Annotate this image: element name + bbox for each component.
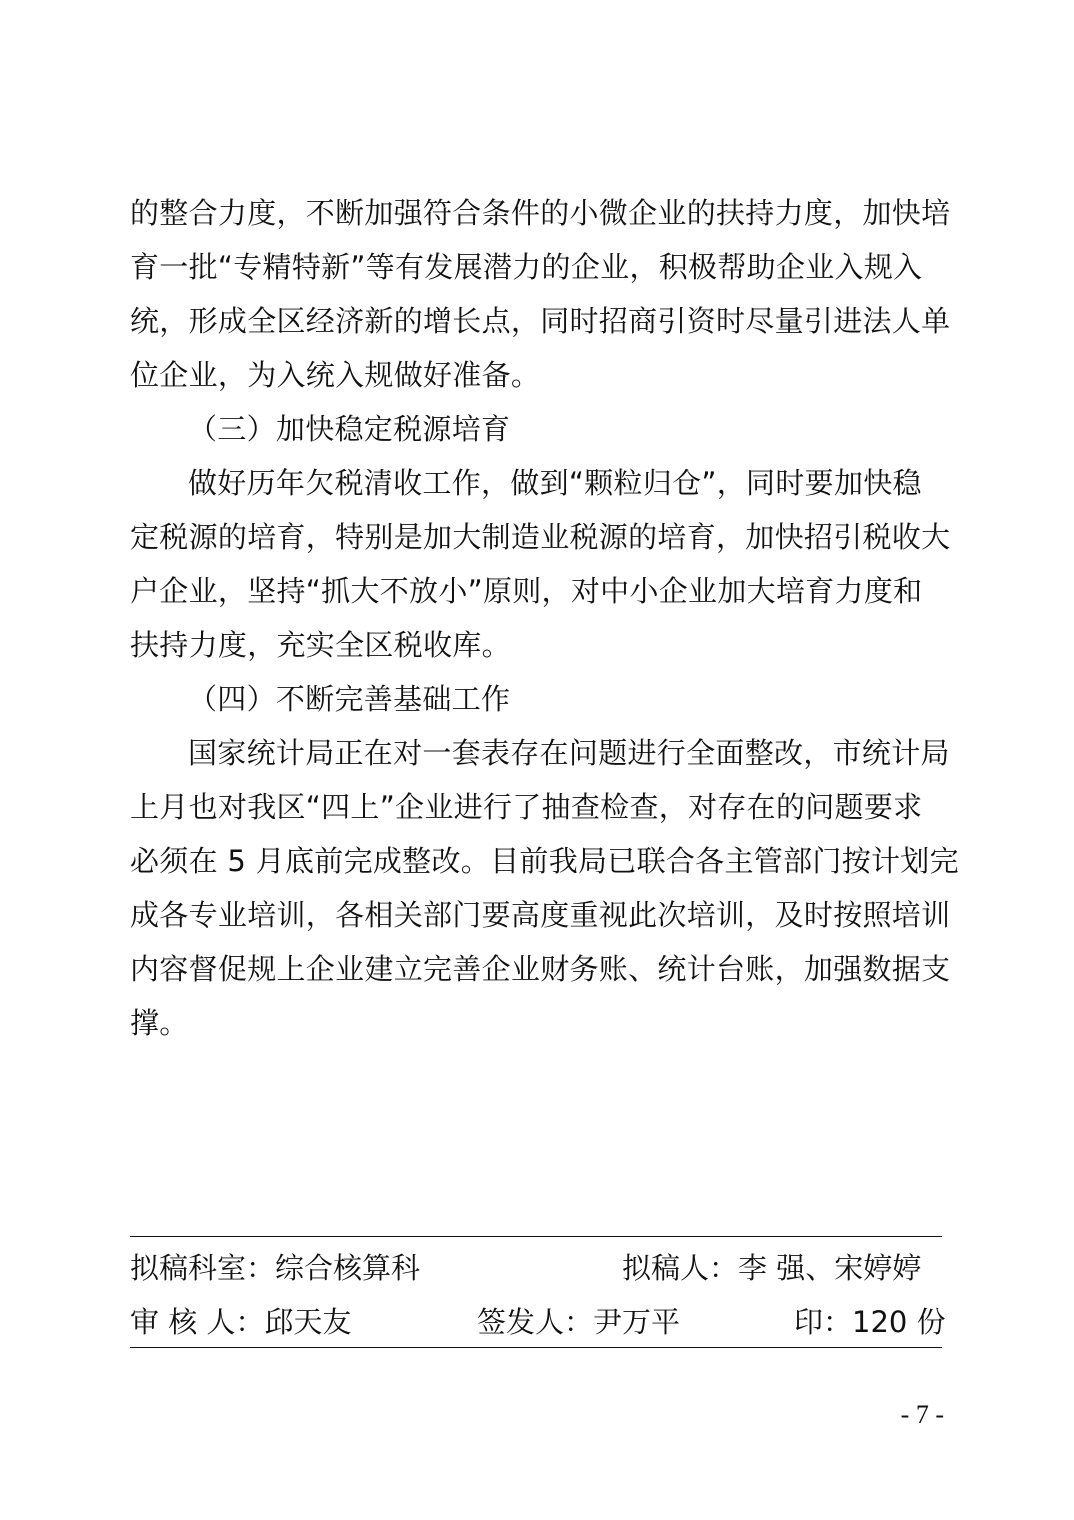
paragraph-line: 国家统计局正在对一套表存在问题进行全面整改，市统计局 <box>188 736 950 770</box>
paragraph-line: 成各专业培训，各相关部门要高度重视此次培训，及时按照培训 <box>130 898 951 932</box>
body-text <box>130 186 959 1050</box>
paragraph-line: 内容督促规上企业建立完善企业财务账、统计台账，加强数据支 <box>130 952 951 986</box>
paragraph-line: 扶持力度，充实全区税收库。 <box>130 628 511 662</box>
footer-top-rule <box>130 1236 942 1237</box>
paragraph-line: 户企业，坚持“抓大不放小”原则，对中小企业加大培育力度和 <box>130 574 923 608</box>
drafter: 拟稿人：李 强、宋婷婷 <box>622 1251 922 1285</box>
issuer: 签发人：尹万平 <box>477 1305 681 1339</box>
paragraph-line: 统，形成全区经济新的增长点，同时招商引资时尽量引进法人单 <box>130 304 951 338</box>
section-heading: （三）加快稳定税源培育 <box>188 412 511 446</box>
paragraph-line: 做好历年欠税清收工作，做到“颗粒归仓”，同时要加快稳 <box>188 466 922 500</box>
footer-bottom-rule <box>130 1347 942 1348</box>
reviewer: 审 核 人：邱天友 <box>130 1305 352 1339</box>
section-heading: （四）不断完善基础工作 <box>188 682 511 716</box>
paragraph-line: 上月也对我区“四上”企业进行了抽查检查，对存在的问题要求 <box>130 790 923 824</box>
page-number: - 7 - <box>900 1400 944 1429</box>
paragraph-line: 撑。 <box>130 1006 189 1040</box>
paragraph-line: 必须在 5 月底前完成整改。目前我局已联合各主管部门按计划完 <box>130 844 959 878</box>
drafting-dept: 拟稿科室：综合核算科 <box>130 1251 421 1285</box>
paragraph-line: 位企业，为入统入规做好准备。 <box>130 358 541 392</box>
footer-row-approval <box>130 1302 946 1342</box>
copies: 印：120 份 <box>794 1305 946 1339</box>
paragraph-line: 育一批“专精特新”等有发展潜力的企业，积极帮助企业入规入 <box>130 250 923 284</box>
paragraph-line: 定税源的培育，特别是加大制造业税源的培育，加快招引税收大 <box>130 520 951 554</box>
footer-row-drafting <box>130 1248 942 1288</box>
paragraph-line: 的整合力度，不断加强符合条件的小微企业的扶持力度，加快培 <box>130 196 951 230</box>
